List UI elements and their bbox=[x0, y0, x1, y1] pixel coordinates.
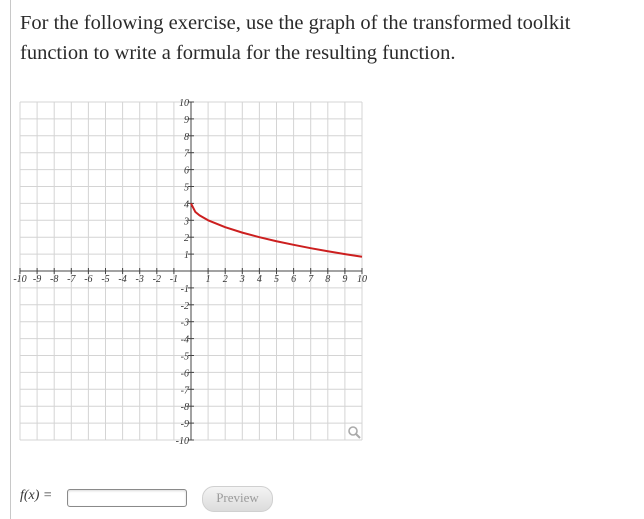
x-tick-label: 7 bbox=[308, 274, 314, 285]
y-tick-label: 2 bbox=[184, 233, 189, 245]
y-tick-label: -5 bbox=[180, 351, 189, 363]
question-text: For the following exercise, use the graph of the transformed toolkit function to write a formula for the resulting function. bbox=[20, 12, 571, 64]
x-tick-label: -2 bbox=[152, 274, 161, 285]
y-tick-label: 8 bbox=[184, 131, 189, 143]
preview-button[interactable]: Preview bbox=[202, 486, 273, 512]
x-tick-label: 10 bbox=[357, 274, 367, 285]
x-tick-label: -10 bbox=[13, 274, 27, 285]
y-tick-label: 5 bbox=[184, 182, 189, 194]
y-tick-label: 10 bbox=[179, 98, 189, 109]
x-tick-label: -1 bbox=[169, 274, 179, 285]
x-tick-label: 5 bbox=[274, 274, 279, 285]
y-tick-label: 6 bbox=[184, 165, 189, 177]
y-tick-label: -6 bbox=[180, 368, 189, 380]
y-tick-label: -1 bbox=[180, 283, 189, 295]
y-tick-label: -9 bbox=[180, 419, 189, 431]
y-tick-label: -3 bbox=[180, 317, 189, 329]
y-tick-label: 4 bbox=[184, 199, 189, 211]
y-tick-label: 1 bbox=[184, 250, 189, 262]
x-tick-label: -9 bbox=[32, 274, 42, 285]
y-tick-label: 7 bbox=[184, 148, 189, 160]
answer-input[interactable] bbox=[67, 489, 187, 507]
y-tick-label: -7 bbox=[180, 385, 189, 397]
x-tick-label: -7 bbox=[67, 274, 76, 285]
x-tick-label: 8 bbox=[325, 274, 331, 285]
x-tick-label: 3 bbox=[239, 274, 245, 285]
x-tick-label: -3 bbox=[135, 274, 144, 285]
x-tick-label: -4 bbox=[118, 274, 127, 285]
y-tick-label: -8 bbox=[180, 402, 189, 414]
y-tick-label: 3 bbox=[184, 216, 189, 228]
y-tick-label: 9 bbox=[184, 114, 189, 126]
x-tick-label: 9 bbox=[342, 274, 348, 285]
y-tick-label: -10 bbox=[175, 436, 189, 447]
y-tick-label: -2 bbox=[180, 300, 189, 312]
y-tick-label: -4 bbox=[180, 334, 189, 346]
function-label: f(x) = bbox=[20, 488, 53, 503]
x-tick-label: 2 bbox=[222, 274, 228, 285]
x-tick-label: -6 bbox=[84, 274, 93, 285]
x-tick-label: -8 bbox=[50, 274, 59, 285]
x-tick-label: 6 bbox=[291, 274, 297, 285]
x-tick-label: 1 bbox=[205, 274, 211, 285]
x-tick-label: -5 bbox=[101, 274, 110, 285]
x-tick-label: 4 bbox=[256, 274, 262, 285]
